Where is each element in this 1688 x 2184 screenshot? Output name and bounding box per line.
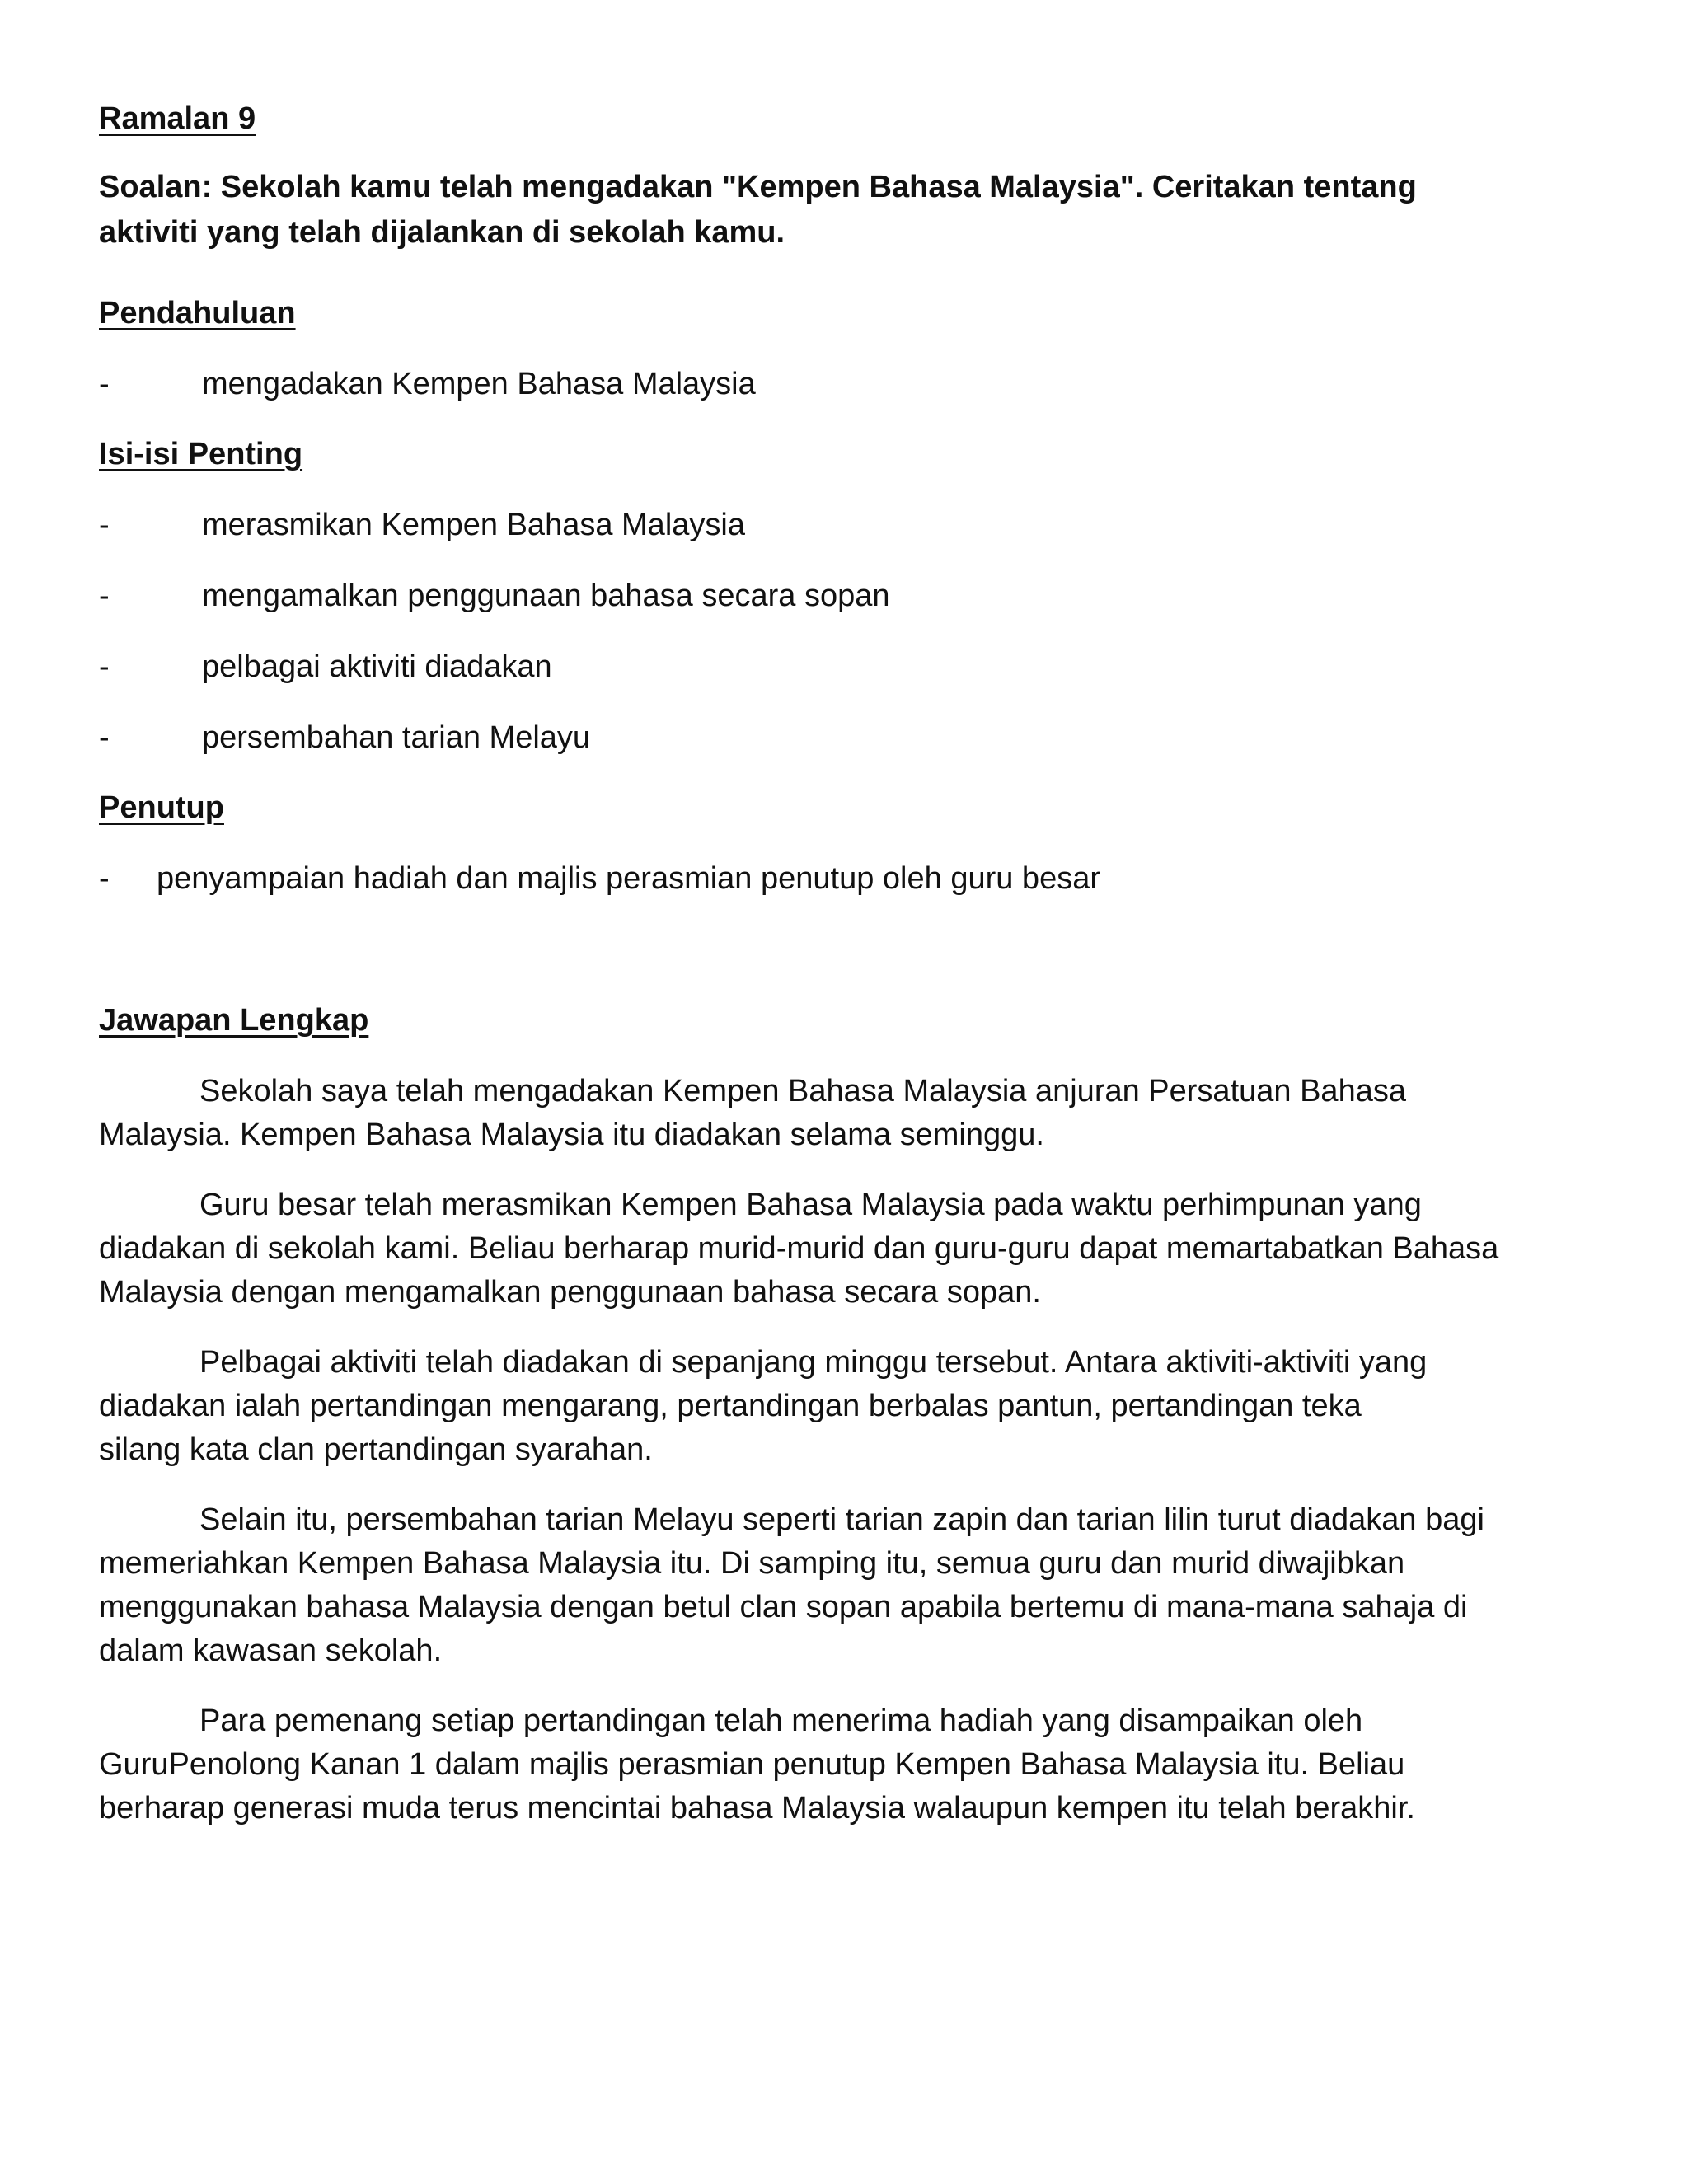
list-item-text: persembahan tarian Melayu (202, 720, 591, 755)
list-item-text: mengamalkan penggunaan bahasa secara sopan (202, 579, 890, 613)
answer-paragraph (99, 1498, 1591, 1673)
section-heading-pendahuluan: Pendahuluan (99, 296, 296, 330)
paragraph-line: Pelbagai aktiviti telah diadakan di sepanjang minggu tersebut. Antara aktiviti-aktiviti yang (199, 1345, 1428, 1380)
list-item (99, 716, 1589, 759)
bullet-dash: - (99, 649, 110, 684)
paragraph-line: Sekolah saya telah mengadakan Kempen Bahasa Malaysia anjuran Persatuan Bahasa (199, 1074, 1406, 1108)
section-heading-isi-penting: Isi-isi Penting (99, 437, 303, 471)
section-heading-jawapan-lengkap: Jawapan Lengkap (99, 1003, 369, 1038)
paragraph-line: menggunakan bahasa Malaysia dengan betul clan sopan apabila bertemu di mana-mana sahaja di (99, 1590, 1468, 1624)
paragraph-line: Malaysia dengan mengamalkan penggunaan bahasa secara sopan. (99, 1275, 1041, 1310)
answer-paragraph (99, 1699, 1591, 1830)
question-line: aktiviti yang telah dijalankan di sekolah kamu. (99, 215, 785, 250)
question (99, 165, 1574, 255)
section-heading-penutup: Penutup (99, 790, 224, 825)
bullet-dash: - (99, 508, 110, 542)
paragraph-line: Para pemenang setiap pertandingan telah menerima hadiah yang disampaikan oleh (199, 1704, 1363, 1738)
paragraph-line: silang kata clan pertandingan syarahan. (99, 1432, 653, 1467)
answer-paragraph (99, 1183, 1591, 1315)
list-item-text: pelbagai aktiviti diadakan (202, 649, 552, 684)
list-item (99, 363, 1589, 405)
paragraph-line: Selain itu, persembahan tarian Melayu seperti tarian zapin dan tarian lilin turut diadakan bagi (199, 1502, 1484, 1537)
bullet-dash: - (99, 861, 110, 896)
document-title: Ramalan 9 (99, 101, 256, 136)
paragraph-line: Guru besar telah merasmikan Kempen Bahasa Malaysia pada waktu perhimpunan yang (199, 1188, 1422, 1222)
list-item (99, 857, 1589, 900)
list-item-text: merasmikan Kempen Bahasa Malaysia (202, 508, 745, 542)
list-item (99, 574, 1589, 617)
bullet-dash: - (99, 720, 110, 755)
paragraph-line: memeriahkan Kempen Bahasa Malaysia itu. Di samping itu, semua guru dan murid diwajibkan (99, 1546, 1405, 1581)
paragraph-line: Malaysia. Kempen Bahasa Malaysia itu diadakan selama seminggu. (99, 1118, 1044, 1152)
answer-paragraph (99, 1070, 1591, 1157)
paragraph-line: diadakan di sekolah kami. Beliau berharap murid-murid dan guru-guru dapat memartabatkan Bahasa (99, 1231, 1499, 1266)
paragraph-line: GuruPenolong Kanan 1 dalam majlis perasmian penutup Kempen Bahasa Malaysia itu. Beliau (99, 1747, 1405, 1782)
list-item (99, 504, 1589, 546)
list-item (99, 645, 1589, 688)
paragraph-line: dalam kawasan sekolah. (99, 1633, 443, 1668)
bullet-dash: - (99, 367, 110, 401)
question-line: Soalan: Sekolah kamu telah mengadakan "Kempen Bahasa Malaysia". Ceritakan tentang (99, 170, 1417, 204)
list-item-text: penyampaian hadiah dan majlis perasmian penutup oleh guru besar (157, 861, 1100, 896)
answer-paragraph (99, 1341, 1591, 1472)
list-item-text: mengadakan Kempen Bahasa Malaysia (202, 367, 756, 401)
bullet-dash: - (99, 579, 110, 613)
paragraph-line: diadakan ialah pertandingan mengarang, pertandingan berbalas pantun, pertandingan teka (99, 1389, 1362, 1423)
paragraph-line: berharap generasi muda terus mencintai bahasa Malaysia walaupun kempen itu telah berakhir. (99, 1791, 1415, 1825)
